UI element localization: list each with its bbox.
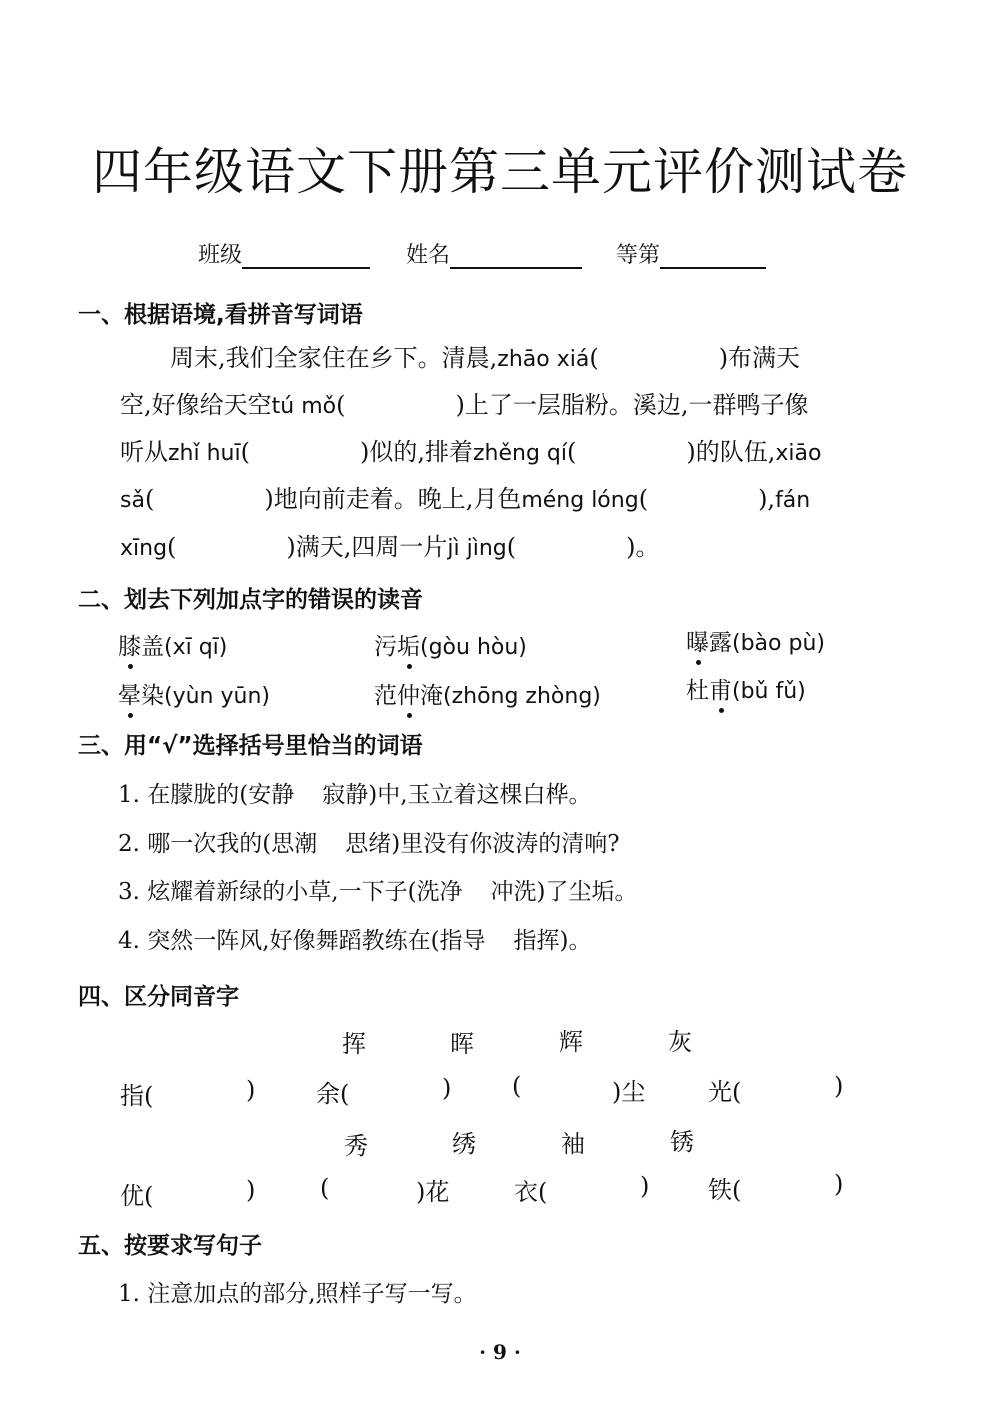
text: )满天,四周一片	[286, 533, 448, 561]
grade-field	[616, 238, 766, 269]
bracket: (	[506, 533, 517, 561]
pinyin: xiāo	[775, 441, 822, 466]
text: 空,好像给天空	[120, 391, 272, 419]
blank-close: )	[834, 1072, 844, 1100]
text: )地向前走着。晚上,月色	[264, 485, 522, 513]
pronunciation-item[interactable]	[686, 672, 806, 705]
name-blank[interactable]	[450, 245, 582, 269]
dotted-char: 晕	[118, 677, 141, 710]
choice-text: 寂静)中,玉立着这棵白桦。	[322, 782, 592, 808]
s1-line4	[120, 479, 810, 514]
text: )的队伍,	[686, 438, 776, 466]
page-number: · 9 ·	[479, 1340, 521, 1364]
homophone-char: 绣	[452, 1130, 476, 1158]
char: 淹	[420, 683, 443, 709]
section4-heading: 四、区分同音字	[78, 984, 239, 1010]
homophone-char: 晖	[450, 1030, 474, 1058]
choice-text: 指挥)。	[513, 928, 592, 954]
pinyin-options: (zhōng zhòng)	[443, 684, 601, 709]
bracket: (	[167, 533, 177, 561]
text: ),	[758, 485, 776, 513]
char: 盖	[141, 634, 164, 660]
pronunciation-item[interactable]	[374, 628, 527, 661]
homophone-char: 袖	[561, 1130, 585, 1158]
blank-open: 优(	[120, 1182, 154, 1210]
s1-line1	[170, 338, 800, 373]
text: )上了一层脂粉。溪边,一群鸭子像	[455, 391, 809, 419]
blank-close: )	[640, 1172, 650, 1200]
bracket: (	[589, 344, 599, 372]
section3-heading: 三、用“√”选择括号里恰当的词语	[78, 733, 423, 759]
choice-item[interactable]	[118, 776, 592, 809]
pinyin: sǎ	[120, 488, 145, 513]
name-field	[406, 238, 582, 269]
blank-close: )	[246, 1076, 256, 1104]
char: 范	[374, 683, 397, 709]
text: )似的,排着	[359, 438, 473, 466]
name-label: 姓名	[406, 243, 451, 268]
grade-label: 等第	[616, 243, 661, 268]
choice-item[interactable]	[118, 825, 620, 858]
dotted-char: 垢	[397, 628, 420, 661]
dotted-char: 仲	[397, 677, 420, 710]
s5-item1: 1. 注意加点的部分,照样子写一写。	[118, 1281, 477, 1307]
blank-open: (	[320, 1174, 330, 1202]
choice-text: 思绪)里没有你波涛的清响?	[345, 831, 620, 857]
choice-text: 3. 炫耀着新绿的小草,一下子(洗净	[118, 879, 463, 905]
blank-open: 余(	[316, 1080, 350, 1108]
class-blank[interactable]	[242, 245, 370, 269]
bracket: (	[240, 438, 250, 466]
bracket: (	[567, 438, 577, 466]
grade-blank[interactable]	[660, 245, 766, 269]
pinyin: zhěng qí	[472, 441, 567, 466]
pronunciation-item[interactable]	[374, 677, 601, 710]
text: 听从	[120, 438, 168, 466]
pinyin: zhǐ huī	[168, 441, 241, 466]
blank-open: 光(	[708, 1078, 742, 1106]
blank-open: (	[512, 1072, 522, 1100]
pinyin: fán	[775, 488, 811, 513]
choice-text: 1. 在朦胧的(安静	[118, 782, 295, 808]
homophone-char: 辉	[559, 1028, 583, 1056]
dotted-char: 膝	[118, 628, 141, 661]
choice-item[interactable]	[118, 873, 638, 906]
pinyin-options: (yùn yūn)	[164, 684, 270, 709]
blank-close: )尘	[612, 1078, 646, 1106]
dotted-char: 甫	[709, 672, 732, 705]
bracket: (	[144, 485, 155, 513]
bracket: (	[638, 485, 649, 513]
pinyin: jì jìng	[447, 536, 507, 561]
blank-close: )	[246, 1176, 256, 1204]
s1-line5	[120, 527, 660, 562]
pinyin: xīng	[120, 536, 168, 561]
pronunciation-item[interactable]	[686, 624, 825, 657]
class-field	[198, 238, 370, 269]
blank-close: )花	[416, 1178, 450, 1206]
pinyin-options: (xī qī)	[164, 635, 228, 660]
blank-close: )	[442, 1074, 452, 1102]
char: 杜	[686, 678, 709, 704]
text: 周末,我们全家住在乡下。清晨,	[170, 344, 498, 372]
s1-line3	[120, 432, 821, 467]
section1-heading: 一、根据语境,看拼音写词语	[78, 302, 363, 328]
choice-text: 4. 突然一阵风,好像舞蹈教练在(指导	[118, 928, 486, 954]
homophone-char: 锈	[670, 1128, 694, 1156]
text: )。	[626, 533, 660, 561]
blank-open: 铁(	[708, 1176, 742, 1204]
section5-heading: 五、按要求写句子	[78, 1233, 262, 1259]
homophone-char: 秀	[344, 1132, 368, 1160]
choice-text: 冲洗)了尘垢。	[490, 879, 638, 905]
char: 露	[709, 630, 732, 656]
dotted-char: 曝	[686, 624, 709, 657]
choice-text: 2. 哪一次我的(思潮	[118, 831, 318, 857]
char: 染	[141, 683, 164, 709]
choice-item[interactable]	[118, 922, 592, 955]
blank-open: 指(	[120, 1082, 154, 1110]
pinyin-options: (gòu hòu)	[420, 635, 527, 660]
s1-line2	[120, 385, 808, 420]
blank-open: 衣(	[514, 1178, 548, 1206]
pinyin-options: (bǔ fǔ)	[732, 679, 806, 704]
pinyin-options: (bào pù)	[732, 631, 825, 656]
pronunciation-item[interactable]	[118, 628, 227, 661]
class-label: 班级	[198, 243, 243, 268]
char: 污	[374, 634, 397, 660]
section2-heading: 二、划去下列加点字的错误的读音	[78, 587, 423, 613]
pinyin: zhāo xiá	[497, 347, 590, 372]
pinyin: méng lóng	[521, 488, 639, 513]
page-title: 四年级语文下册第三单元评价测试卷	[92, 143, 908, 201]
bracket: (	[336, 391, 346, 419]
pinyin: tú mǒ	[271, 394, 337, 419]
blank-close: )	[834, 1170, 844, 1198]
text: )布满天	[718, 344, 801, 372]
homophone-char: 挥	[342, 1030, 366, 1058]
homophone-char: 灰	[668, 1028, 692, 1056]
pronunciation-item[interactable]	[118, 677, 270, 710]
